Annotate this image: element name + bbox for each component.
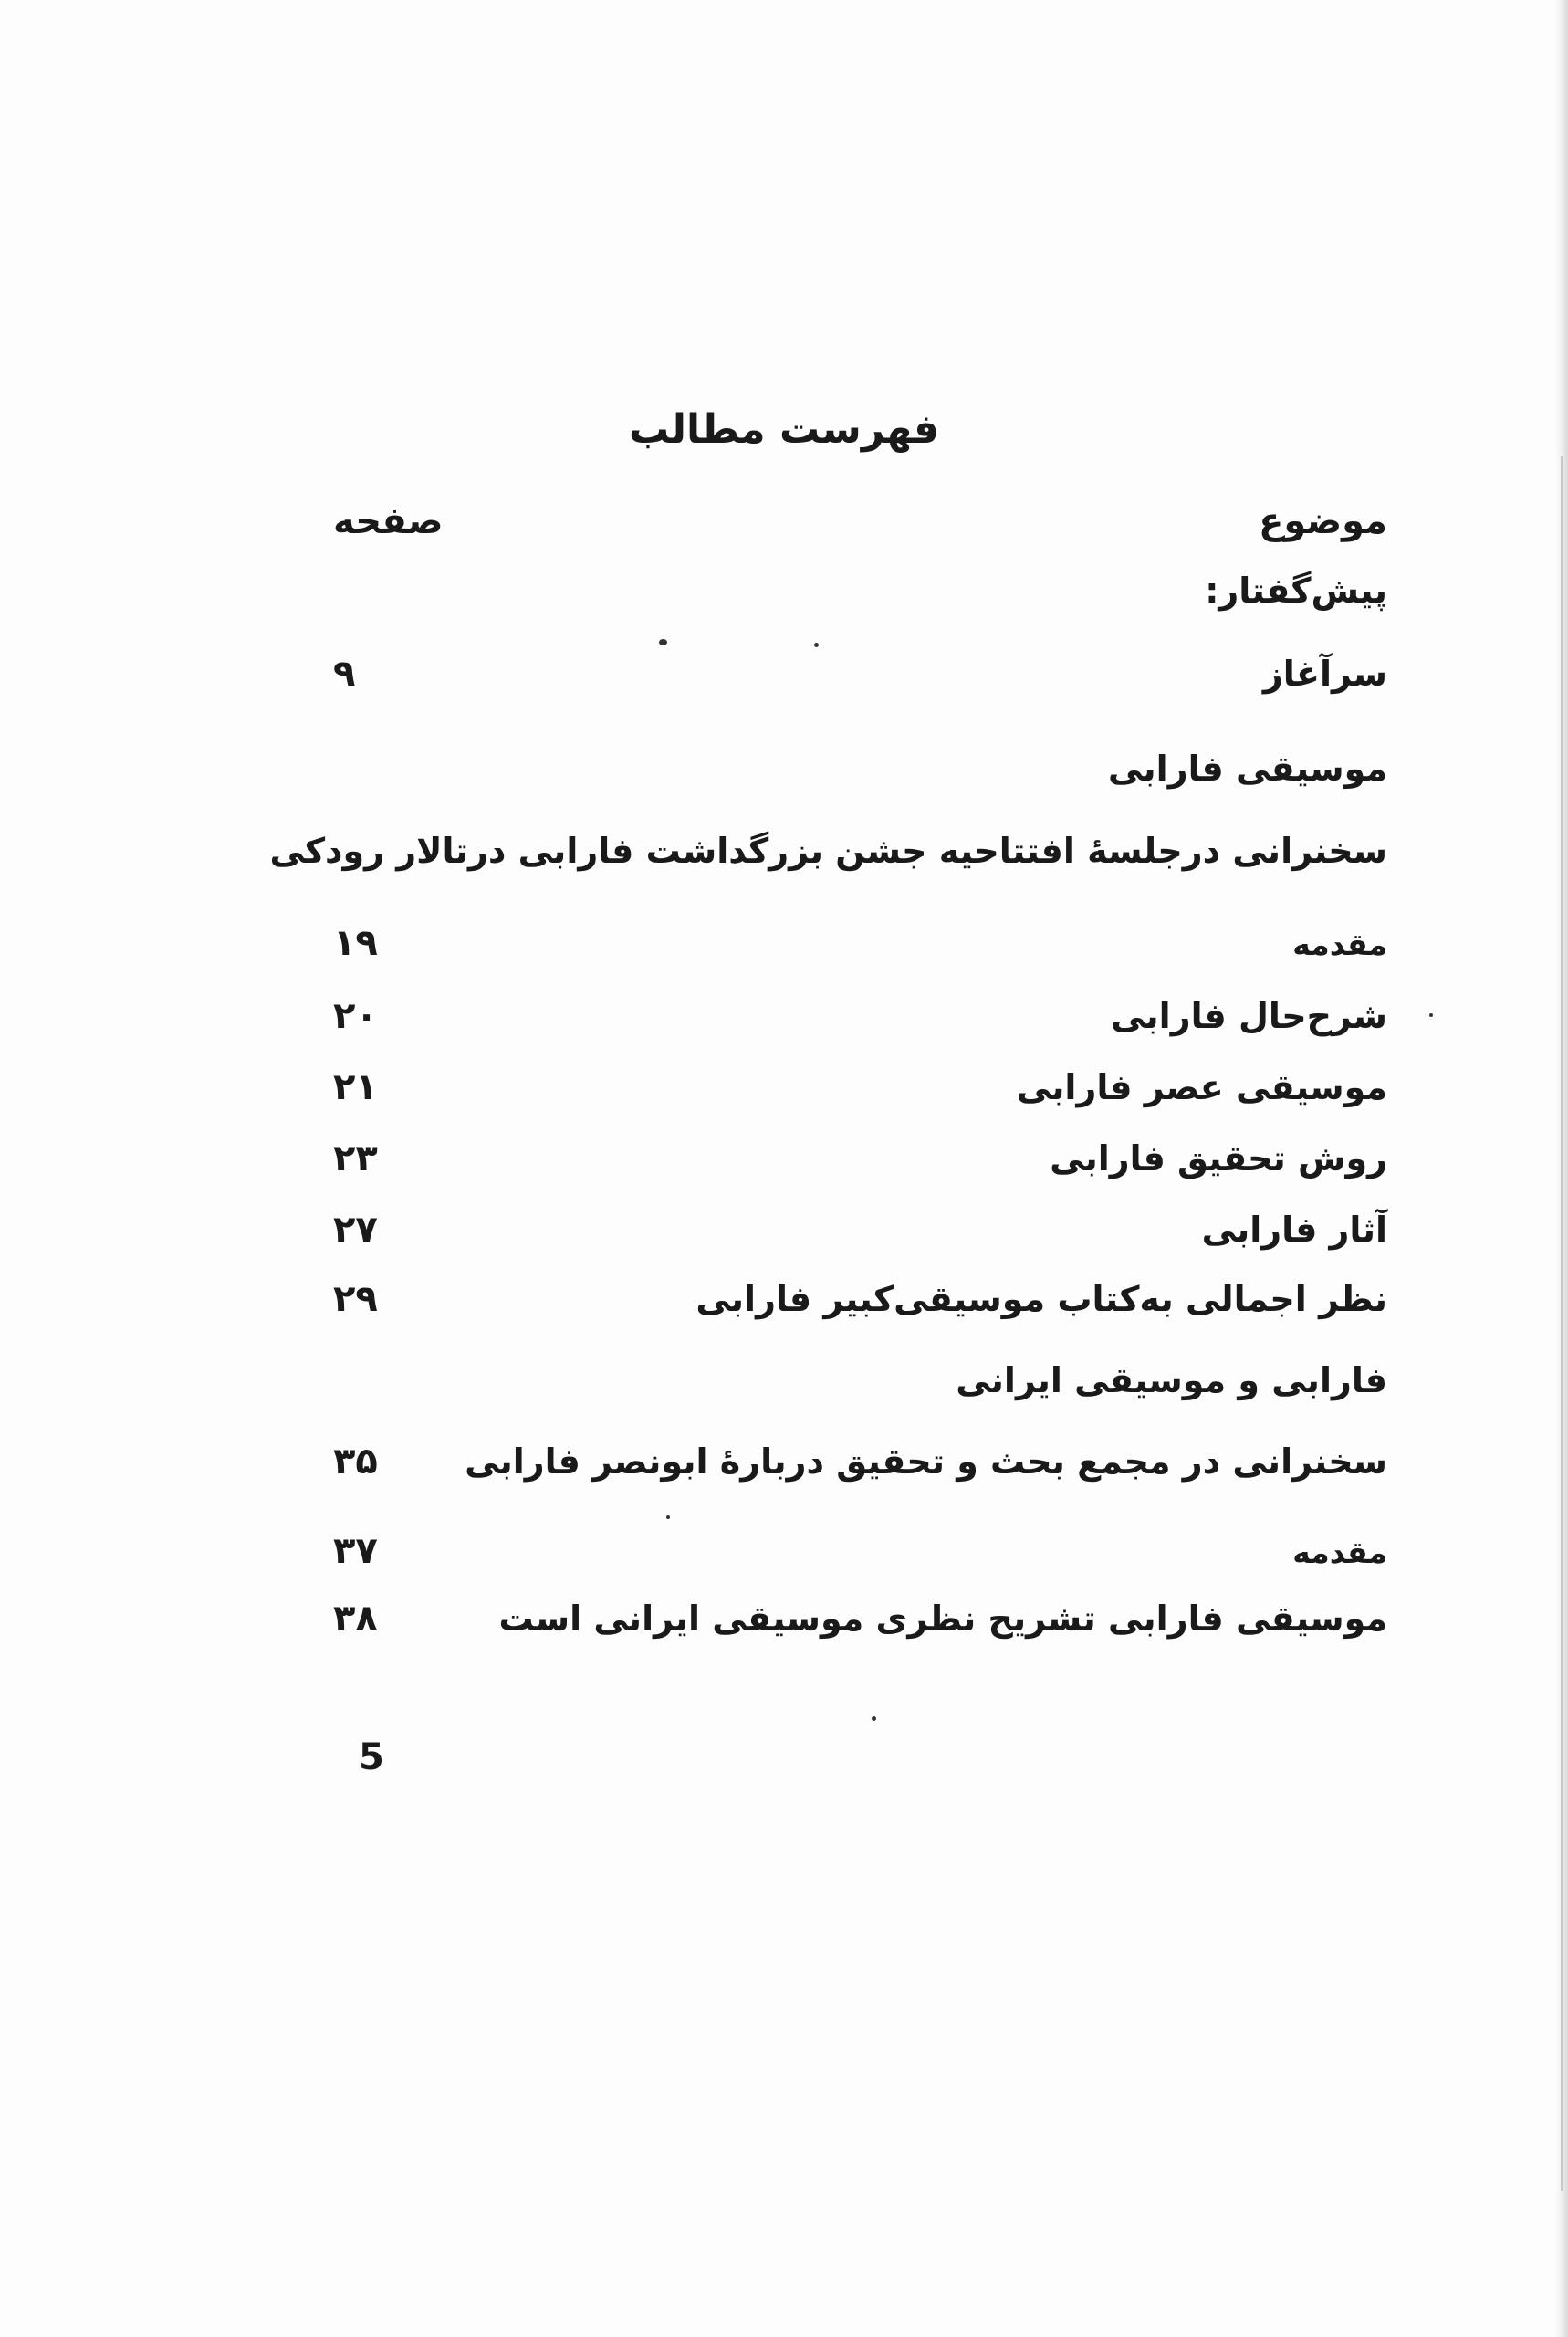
toc-entry <box>333 1209 1387 1251</box>
toc-entry <box>333 1598 1387 1640</box>
toc-entry-text: روش تحقیق فارابی <box>1050 1138 1387 1179</box>
toc-section-heading <box>333 1360 1387 1400</box>
toc-entry-text: موسیقی عصر فارابی <box>1016 1067 1387 1107</box>
page-column-header: صفحه <box>333 500 444 542</box>
toc-entry-page: ۳۸ <box>333 1598 378 1640</box>
toc-entry-text: سخنرانی در مجمع بحث و تحقیق دربارهٔ ابونصر فارابی <box>465 1441 1387 1482</box>
toc-entry-text: سرآغاز <box>1262 654 1387 694</box>
paper-speck <box>666 1515 670 1519</box>
toc-entry-page: ۲۳ <box>333 1137 378 1179</box>
toc-entry-text: موسیقی فارابی تشریح نظری موسیقی ایرانی است <box>498 1598 1387 1639</box>
toc-entry-text: مقدمه <box>1292 1535 1387 1570</box>
toc-entry-page: ۲۱ <box>333 1066 378 1108</box>
toc-entry <box>269 831 1387 871</box>
toc-entry <box>333 995 1387 1037</box>
toc-entry <box>333 1066 1387 1108</box>
toc-entry-text: فارابی و موسیقی ایرانی <box>956 1360 1387 1400</box>
toc-entry-page: ۹ <box>333 653 356 695</box>
toc-entry-text: پیش‌گفتار: <box>1205 571 1387 611</box>
toc-entry <box>333 922 1387 964</box>
page-number: 5 <box>359 1736 384 1778</box>
toc-entry <box>333 1137 1387 1179</box>
toc-entry <box>333 1441 1387 1483</box>
toc-entry-text: موسیقی فارابی <box>1107 749 1387 789</box>
toc-entry-page: ۲۰ <box>333 995 378 1037</box>
paper-speck <box>814 643 819 647</box>
toc-entry-text: سخنرانی درجلسهٔ افتتاحیه جشن بزرگداشت فارابی درتالار رودکی <box>269 831 1387 871</box>
toc-entry-page: ۲۷ <box>333 1209 378 1251</box>
toc-entry <box>333 1530 1387 1572</box>
toc-entry-text: شرح‌حال فارابی <box>1110 996 1387 1036</box>
toc-entry <box>333 653 1387 695</box>
toc-entry-page: ۳۷ <box>333 1530 378 1572</box>
toc-entry-text: نظر اجمالی به‌کتاب موسیقی‌کبیر فارابی <box>695 1279 1387 1319</box>
toc-entry-text: مقدمه <box>1292 927 1387 962</box>
toc-entry-page: ۳۵ <box>333 1441 378 1483</box>
toc-header <box>333 500 1387 542</box>
paper-speck <box>872 1716 876 1721</box>
toc-entry <box>333 1278 1387 1320</box>
paper-speck <box>659 639 667 645</box>
toc-entry-page: ۲۹ <box>333 1278 378 1320</box>
page-title: فهرست مطالب <box>628 406 940 453</box>
toc-entry <box>333 571 1387 611</box>
topic-column-header: موضوع <box>1259 500 1387 542</box>
page-edge-line <box>1561 456 1563 2191</box>
toc-section-heading <box>333 749 1387 789</box>
toc-entry-page: ۱۹ <box>333 922 378 964</box>
toc-entry-text: آثار فارابی <box>1201 1210 1387 1250</box>
paper-speck <box>1429 1013 1433 1017</box>
